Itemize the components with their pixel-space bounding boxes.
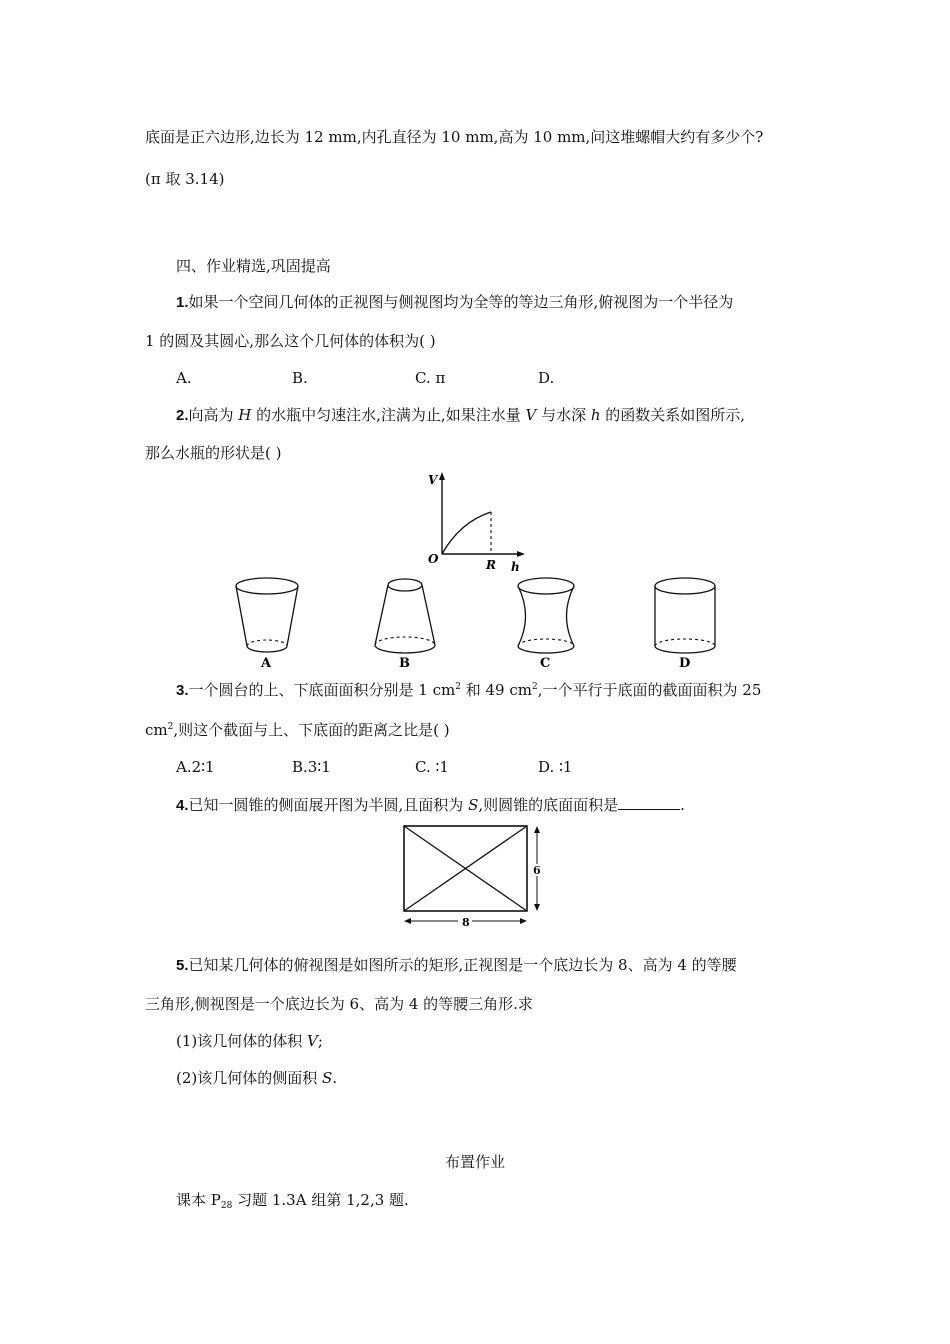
q2-line-2: 那么水瓶的形状是( ) bbox=[145, 444, 282, 462]
q3-sup-1: 2 bbox=[455, 682, 461, 692]
q4-text-b: ,则圆锥的底面面积是 bbox=[478, 796, 619, 814]
q2-var-H: H bbox=[238, 406, 252, 424]
graph-curve bbox=[442, 512, 491, 554]
q4-var-S: S bbox=[468, 796, 479, 814]
graph-y-label: V bbox=[428, 473, 438, 487]
q2-text-b: 的水瓶中匀速注水,注满为止,如果注水量 bbox=[251, 406, 526, 424]
q3-sup-3: 2 bbox=[167, 722, 174, 732]
q1-option-d: D. bbox=[538, 369, 555, 387]
q2-var-h: h bbox=[590, 406, 601, 424]
q1-text-1: 如果一个空间几何体的正视图与侧视图均为全等的等边三角形,俯视图为一个半径为 bbox=[188, 293, 734, 311]
q1-line-2: 1 的圆及其圆心,那么这个几何体的体积为( ) bbox=[145, 332, 436, 350]
graph-origin-label: O bbox=[428, 552, 439, 566]
q2-text-d: 的函数关系如图所示, bbox=[600, 406, 746, 424]
bottle-b bbox=[368, 574, 442, 674]
homework-text-a: 课本 P bbox=[176, 1191, 221, 1209]
q2-text-a: 向高为 bbox=[188, 406, 239, 424]
q1-line-1 bbox=[176, 292, 733, 313]
q5-sub-1-text: (1)该几何体的体积 bbox=[176, 1032, 308, 1050]
q2-number: 2. bbox=[176, 407, 189, 424]
q3-text-d: cm bbox=[145, 721, 168, 739]
width-label: 8 bbox=[462, 916, 470, 929]
intro-line-2: (π 取 3.14) bbox=[145, 170, 225, 188]
q3-option-c: C. ∶1 bbox=[415, 758, 449, 776]
q4-text-a: 已知一圆锥的侧面展开图为半圆,且面积为 bbox=[188, 796, 469, 814]
section-title: 四、作业精选,巩固提高 bbox=[176, 257, 331, 275]
q5-sub-1 bbox=[176, 1031, 323, 1051]
graph-y-arrow bbox=[439, 472, 445, 480]
homework-title: 布置作业 bbox=[444, 1153, 505, 1171]
q3-text-c: ,一个平行于底面的截面面积为 25 bbox=[537, 681, 762, 699]
q3-option-d: D. ∶1 bbox=[538, 758, 573, 776]
q5-sub-2 bbox=[176, 1068, 337, 1088]
q3-sup-2: 2 bbox=[532, 682, 538, 692]
q5-line-2: 三角形,侧视图是一个底边长为 6、高为 4 的等腰三角形.求 bbox=[145, 995, 533, 1013]
q1-option-c: C. π bbox=[415, 369, 446, 387]
bottle-d-label: D bbox=[679, 656, 691, 671]
q3-number: 3. bbox=[176, 682, 189, 699]
rectangle-figure bbox=[396, 822, 552, 932]
graph-x-arrow bbox=[517, 551, 525, 557]
q3-text-e: ,则这个截面与上、下底面的距离之比是( ) bbox=[173, 721, 450, 739]
q5-text-1: 已知某几何体的俯视图是如图所示的矩形,正视图是一个底边长为 8、高为 4 的等腰 bbox=[188, 956, 737, 974]
bottle-a bbox=[230, 574, 304, 674]
intro-line-1: 底面是正六边形,边长为 12 mm,内孔直径为 10 mm,高为 10 mm,问这堆螺帽大约有多少个? bbox=[145, 128, 764, 146]
q3-option-b: B.3∶1 bbox=[292, 758, 331, 776]
q1-option-b: B. bbox=[292, 369, 308, 387]
q3-text-a: 一个圆台的上、下底面面积分别是 1 cm bbox=[188, 681, 456, 699]
graph-x-label: h bbox=[511, 560, 520, 574]
bottle-d bbox=[648, 574, 722, 674]
graph-r-label: R bbox=[486, 558, 496, 572]
q5-var-S: S bbox=[322, 1069, 333, 1087]
q2-line-1 bbox=[176, 405, 745, 426]
bottle-c-label: C bbox=[540, 656, 551, 671]
q2-text-c: 与水深 bbox=[536, 406, 591, 424]
q3-text-b: 和 49 cm bbox=[460, 681, 532, 699]
q4-line bbox=[176, 795, 685, 816]
q2-graph bbox=[420, 470, 530, 575]
q3-option-a: A.2∶1 bbox=[176, 758, 215, 776]
q4-answer-blank bbox=[618, 795, 680, 810]
q5-var-V: V bbox=[307, 1032, 318, 1050]
homework-text bbox=[176, 1190, 409, 1210]
bottle-b-label: B bbox=[399, 656, 410, 671]
q5-line-1 bbox=[176, 955, 737, 976]
q3-line-1 bbox=[176, 680, 761, 701]
bottle-a-label: A bbox=[261, 656, 272, 671]
q1-number: 1. bbox=[176, 294, 189, 311]
q2-var-V: V bbox=[525, 406, 537, 424]
q5-sub-1-end: ; bbox=[317, 1032, 323, 1050]
q4-number: 4. bbox=[176, 797, 189, 814]
q5-number: 5. bbox=[176, 957, 189, 974]
q3-line-2 bbox=[145, 720, 450, 740]
homework-text-b: 习题 1.3A 组第 1,2,3 题. bbox=[232, 1191, 409, 1209]
homework-sub: 28 bbox=[220, 1201, 233, 1211]
q5-sub-2-text: (2)该几何体的侧面积 bbox=[176, 1069, 323, 1087]
q5-sub-2-end: . bbox=[332, 1069, 338, 1087]
bottle-c bbox=[509, 574, 583, 674]
height-label: 6 bbox=[533, 864, 541, 877]
q4-end: . bbox=[680, 796, 685, 814]
q1-option-a: A. bbox=[176, 369, 192, 387]
